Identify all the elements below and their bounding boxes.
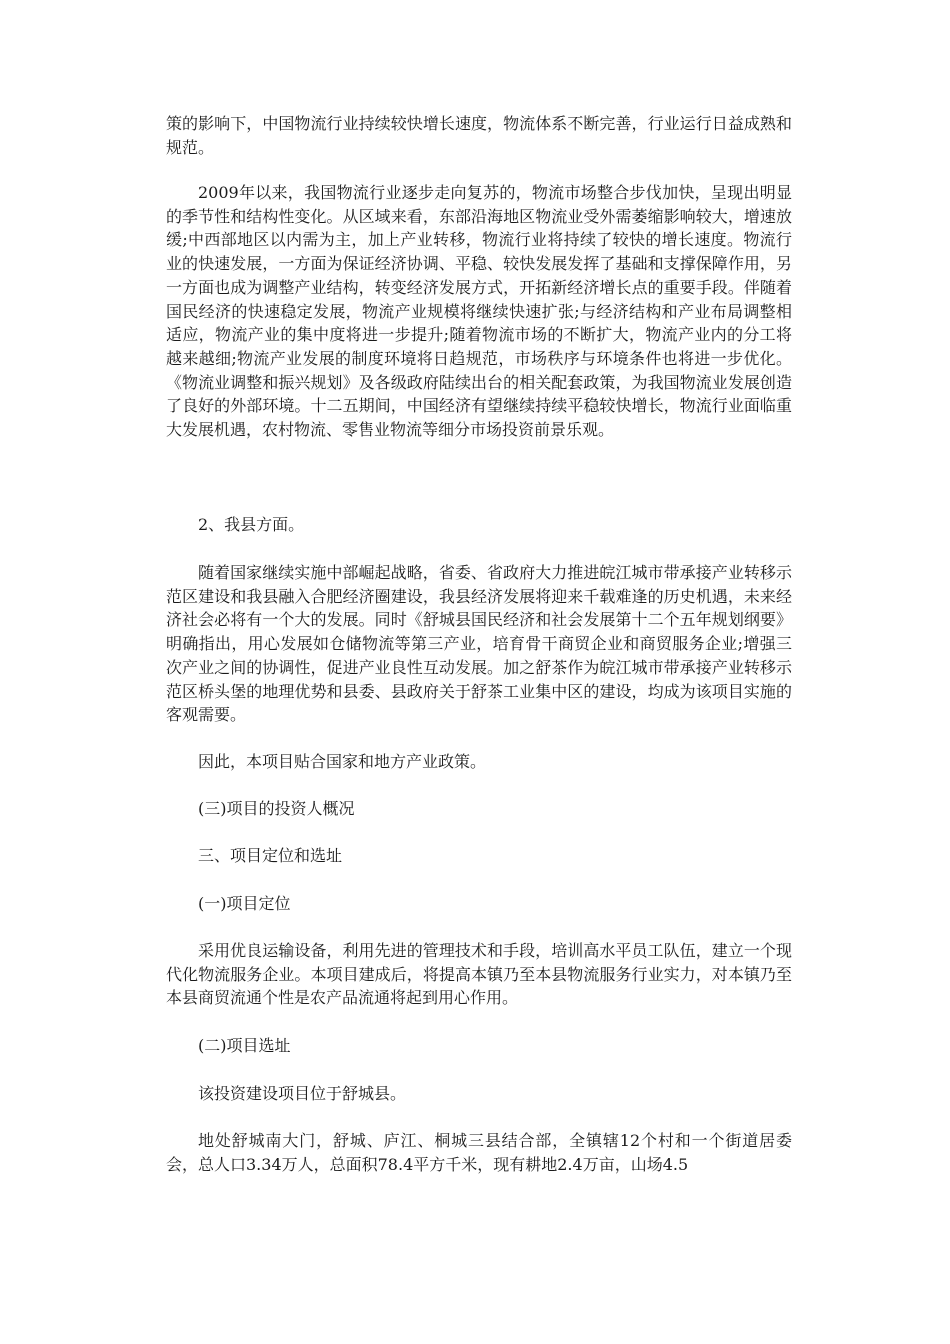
paragraph-policy-conclusion: 因此，本项目贴合国家和地方产业政策。 bbox=[198, 752, 487, 771]
paragraph-county-development: 随着国家继续实施中部崛起战略，省委、省政府大力推进皖江城市带承接产业转移示范区建设和我县融入合肥经济圈建设，我县经济发展将迎来千载难逢的历史机遇，未来经济社会必将有一个大的发展。同时《舒城县国民经济和社会发展第十二个五年规划纲要》明确指出，用心发展如仓储物流等第三产业，培育骨干商贸企业和商贸服务企业;增强三次产业之间的协调性，促进产业良性互动发展。加之舒茶作为皖江城市带承接产业转移示范区桥头堡的地理优势和县委、县政府关于舒茶工业集中区的建设，均成为该项目实施的客观需要。 bbox=[166, 563, 792, 725]
paragraph-positioning-body: 采用优良运输设备，利用先进的管理技术和手段，培训高水平员工队伍，建立一个现代化物流服务企业。本项目建成后，将提高本镇乃至本县物流服务行业实力，对本镇乃至本县商贸流通个性是农产品流通将起到用心作用。 bbox=[166, 941, 792, 1008]
paragraph-site-location: 该投资建设项目位于舒城县。 bbox=[198, 1084, 407, 1103]
paragraph-county-heading: 2、我县方面。 bbox=[198, 515, 305, 534]
section-project-positioning: (一)项目定位 bbox=[198, 894, 291, 913]
paragraph-policy-impact: 策的影响下，中国物流行业持续较快增长速度，物流体系不断完善，行业运行日益成熟和规范。 bbox=[166, 114, 792, 157]
section-investor-overview: (三)项目的投资人概况 bbox=[198, 799, 355, 818]
section-positioning-and-site: 三、项目定位和选址 bbox=[198, 846, 343, 865]
paragraph-industry-recovery: 2009年以来，我国物流行业逐步走向复苏的，物流市场整合步伐加快，呈现出明显的季节性和结构性变化。从区域来看，东部沿海地区物流业受外需萎缩影响较大，增速放缓;中西部地区以内需为主，加上产业转移，物流行业将持续了较快的增长速度。物流行业的快速发展，一方面为保证经济协调、平稳、较快发展发挥了基础和支撑保障作用，另一方面也成为调整产业结构，转变经济发展方式，开拓新经济增长点的重要手段。伴随着国民经济的快速稳定发展，物流产业规模将继续快速扩张;与经济结构和产业布局调整相适应，物流产业的集中度将进一步提升;随着物流市场的不断扩大，物流产业内的分工将越来越细;物流产业发展的制度环境将日趋规范，市场秩序与环境条件也将进一步优化。《物流业调整和振兴规划》及各级政府陆续出台的相关配套政策，为我国物流业发展创造了良好的外部环境。十二五期间，中国经济有望继续持续平稳较快增长，物流行业面临重大发展机遇，农村物流、零售业物流等细分市场投资前景乐观。 bbox=[166, 183, 792, 440]
paragraph-site-details: 地处舒城南大门，舒城、庐江、桐城三县结合部，全镇辖12个村和一个街道居委会，总人口3.34万人，总面积78.4平方千米，现有耕地2.4万亩，山场4.5 bbox=[166, 1131, 792, 1174]
section-project-site: (二)项目选址 bbox=[198, 1036, 291, 1055]
